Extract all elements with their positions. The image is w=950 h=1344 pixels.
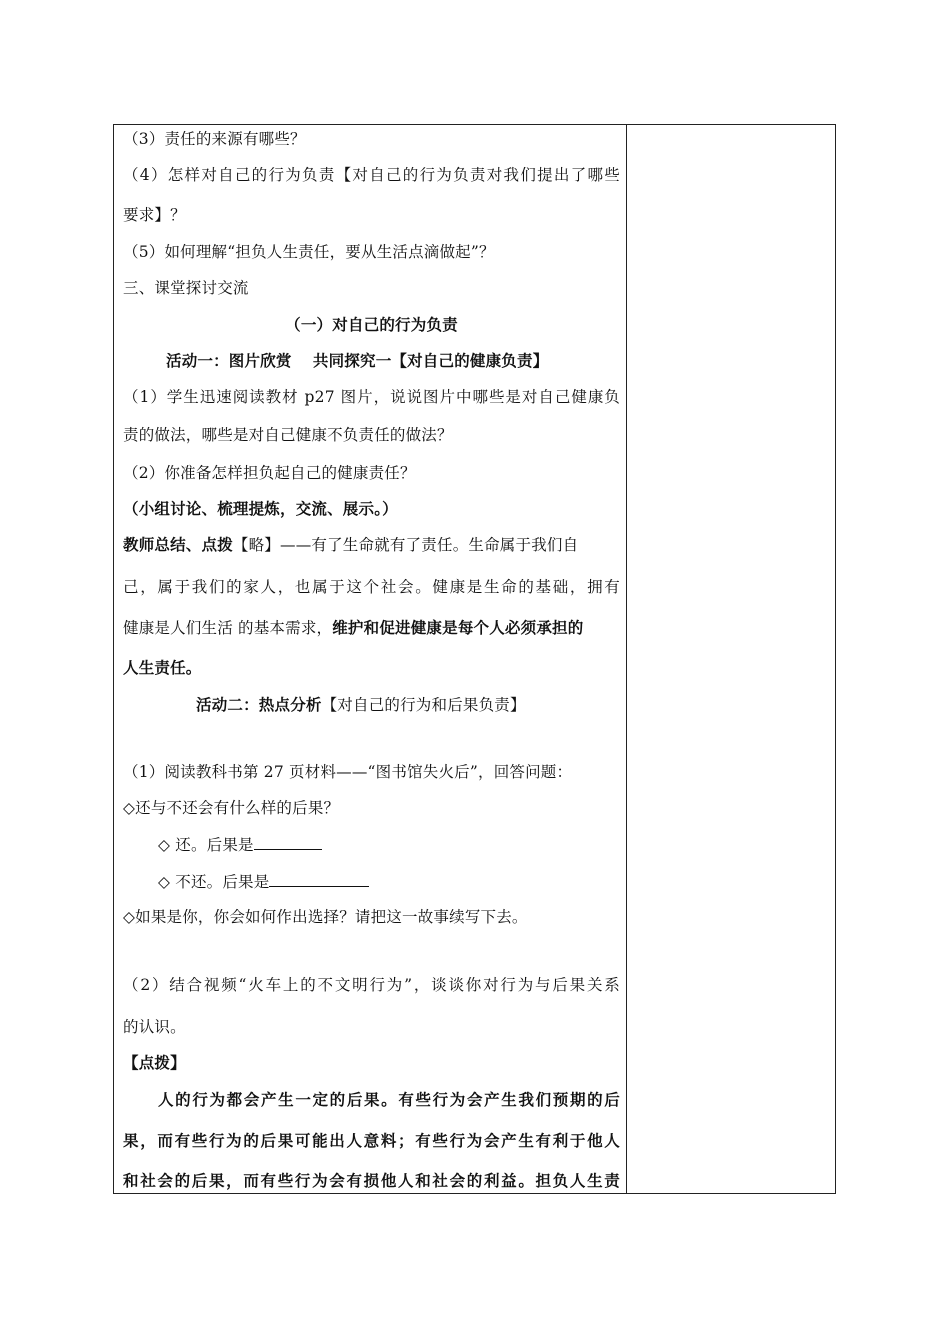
teacher-summary-label: 教师总结、点拨 — [123, 535, 233, 554]
tip-line2: 果，而有些行为的后果可能出人意料；有些行为会产生有利于他人 — [123, 1131, 620, 1150]
activity-1-q1-line1: （1）学生迅速阅读教材 p27 图片，说说图片中哪些是对自己健康负 — [123, 388, 620, 406]
activity-2-bullet-return — [158, 835, 658, 855]
question-4-line1: （4）怎样对自己的行为负责【对自己的行为负责对我们提出了哪些 — [123, 166, 620, 184]
teacher-summary-text: 【略】——有了生命就有了责任。生命属于我们自 — [232, 536, 579, 554]
activity-2-q1: （1）阅读教科书第 27 页材料——“图书馆失火后”，回答问题： — [123, 763, 573, 781]
teacher-summary-line4: 人生责任。 — [123, 658, 202, 677]
question-5: （5）如何理解“担负人生责任，要从生活点滴做起”？ — [123, 243, 495, 261]
activity-2-q2-line1: （2）结合视频“火车上的不文明行为”，谈谈你对行为与后果关系 — [123, 976, 620, 994]
subsection-1-heading: （一）对自己的行为负责 — [285, 315, 458, 334]
activity-2-label: 活动二：热点分析 — [196, 695, 322, 714]
group-discussion-note: （小组讨论、梳理提炼，交流、展示。） — [123, 499, 398, 518]
return-consequence-label: ◇ 还。后果是 — [158, 836, 254, 854]
teacher-summary-line3-text: 健康是人们生活 的基本需求， — [123, 619, 333, 637]
lesson-content-cell — [114, 125, 626, 1193]
activity-1-q1-line2: 责的做法，哪些是对自己健康不负责任的做法？ — [123, 426, 453, 444]
not-return-answer-blank[interactable] — [269, 872, 369, 887]
activity-2-bullet-not-return — [158, 872, 658, 892]
teacher-summary-line2: 己，属于我们的家人，也属于这个社会。健康是生命的基础，拥有 — [123, 578, 620, 596]
tip-heading: 【点拨】 — [123, 1053, 186, 1072]
teacher-summary-line3 — [123, 618, 623, 638]
tip-line3: 和社会的后果，而有些行为会有损他人和社会的利益。担负人生责 — [123, 1171, 620, 1190]
teacher-summary-line3-bold: 维护和促进健康是每个人必须承担的 — [332, 618, 584, 637]
question-3: （3）责任的来源有哪些？ — [123, 130, 306, 148]
activity-1-q2: （2）你准备怎样担负起自己的健康责任？ — [123, 464, 416, 482]
activity-1-heading: 活动一：图片欣赏 共同探究一【对自己的健康负责】 — [166, 351, 549, 370]
notes-cell — [627, 125, 835, 1193]
lesson-table — [113, 124, 836, 1194]
return-answer-blank[interactable] — [254, 835, 322, 850]
tip-line1: 人的行为都会产生一定的后果。有些行为会产生我们预期的后 — [158, 1090, 620, 1109]
activity-2-q2-line2: 的认识。 — [123, 1018, 186, 1036]
question-4-line2: 要求】？ — [123, 206, 186, 224]
activity-2-bullet-1: ◇还与不还会有什么样的后果？ — [123, 799, 340, 817]
activity-2-bullet-choice: ◇如果是你，你会如何作出选择？请把这一故事续写下去。 — [123, 908, 528, 926]
teacher-summary-line1 — [123, 535, 623, 555]
activity-2-heading — [196, 695, 696, 715]
not-return-consequence-label: ◇ 不还。后果是 — [158, 873, 270, 891]
activity-2-topic: 【对自己的行为和后果负责】 — [321, 696, 526, 714]
section-3-heading: 三、课堂探讨交流 — [123, 279, 249, 297]
